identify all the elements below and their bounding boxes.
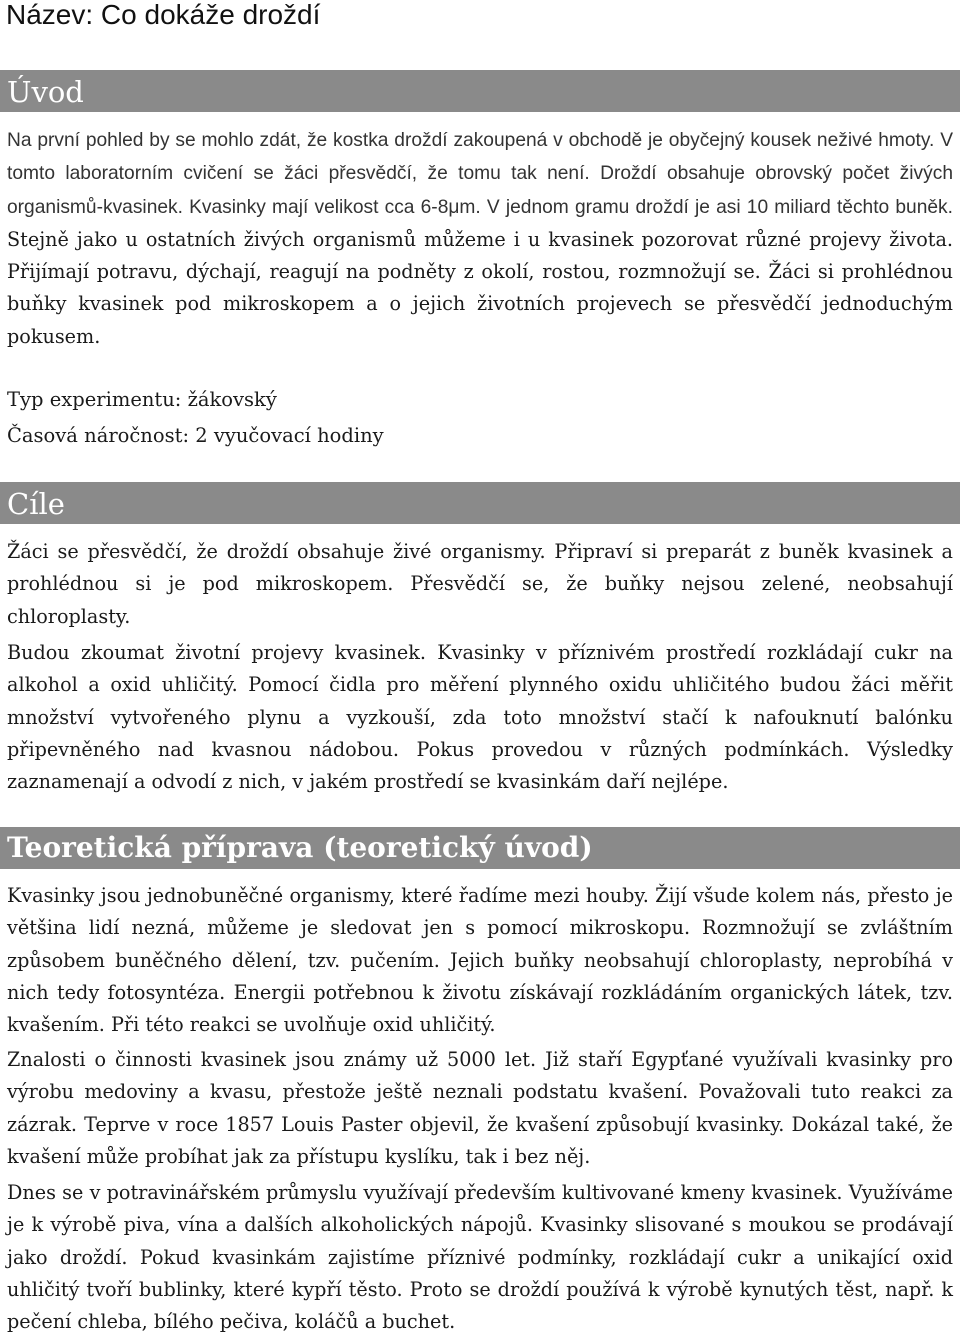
- experiment-type: Typ experimentu: žákovský: [7, 388, 277, 411]
- uvod-intro-sans-text: Na první pohled by se mohlo zdát, že kostka droždí zakoupená v obchodě je obyčejný kousek neživé hmoty. V tomto laboratorním cvičení se žáci přesvědčí, že tomu tak není. Droždí obsahuje obrovský počet živých organismů-kvasinek. Kvasinky mají velikost cca 6-8μm. V jednom gramu droždí je asi 10 miliard těchto buněk.: [7, 130, 953, 218]
- cile-paragraph-2: Budou zkoumat životní projevy kvasinek. Kvasinky v příznivém prostředí rozkládají cukr na alkohol a oxid uhličitý. Pomocí čidla pro měření plynného oxidu uhličitého budou žáci měřit množství vytvořeného plynu a vyzkouší, zda toto množství stačí k nafouknutí balónku připevněného nad kvasnou nádobou. Pokus provedou v různých podmínkách. Výsledky zaznamenají a odvodí z nich, v jakém prostředí se kvasinkám daří nejlépe.: [7, 641, 953, 794]
- document-title: Název: Co dokáže droždí: [6, 0, 321, 30]
- cile-paragraph-1: Žáci se přesvědčí, že droždí obsahuje živé organismy. Připraví si preparát z buněk kvasinek a prohlédnou si je pod mikroskopem. Přesvědčí se, že buňky nejsou zelené, neobsahují chloroplasty.: [7, 540, 953, 628]
- teorie-paragraph-2: Znalosti o činnosti kvasinek jsou známy už 5000 let. Již staří Egypťané využívali kvasinky pro výrobu medoviny a kvasu, přestože ještě neznali podstatu kvašení. Považovali tuto reakci za zázrak. Teprve v roce 1857 Louis Paster objevil, že kvašení způsobují kvasinky. Dokázal také, že kvašení může probíhat jak za přístupu kyslíku, tak i bez něj.: [7, 1048, 953, 1168]
- teorie-paragraph-1: Kvasinky jsou jednobuněčné organismy, které řadíme mezi houby. Žijí všude kolem nás, přesto je většina lidí nezná, můžeme je sledovat jen s pomocí mikroskopu. Rozmnožují se zvláštním způsobem buněčného dělení, tzv. pučením. Jejich buňky neobsahují chloroplasty, neprobíhá v nich tedy fotosyntéza. Energii potřebnou k životu získávají rozkládáním organických látek, tzv. kvašením. Při této reakci se uvolňuje oxid uhličitý.: [7, 884, 953, 1037]
- uvod-intro-paragraph: [7, 124, 953, 353]
- teorie-paragraph-3: Dnes se v potravinářském průmyslu využívají především kultivované kmeny kvasinek. Využíváme je k výrobě piva, vína a dalších alkoholických nápojů. Kvasinky slisované s moukou se prodávají jako droždí. Pokud kvasinkám zajistíme příznivé podmínky, rozkládají cukr a unikající oxid uhličitý tvoří bublinky, které kypří těsto. Proto se droždí používá k výrobě kynutých těst, např. k pečení chleba, bílého pečiva, koláčů a buchet.: [7, 1181, 953, 1334]
- uvod-intro-serif-text: Stejně jako u ostatních živých organismů můžeme i u kvasinek pozorovat různé projevy života. Přijímají potravu, dýchají, reagují na podněty z okolí, rostou, rozmnožují se. Žáci si prohlédnou buňky kvasinek pod mikroskopem a o jejich životních projevech se přesvědčí jednoduchým pokusem.: [7, 227, 953, 348]
- section-heading-teorie: Teoretická příprava (teoretický úvod): [0, 827, 960, 869]
- time-requirement: Časová náročnost: 2 vyučovací hodiny: [7, 424, 384, 447]
- section-heading-cile: Cíle: [0, 482, 960, 524]
- section-heading-uvod: Úvod: [0, 70, 960, 112]
